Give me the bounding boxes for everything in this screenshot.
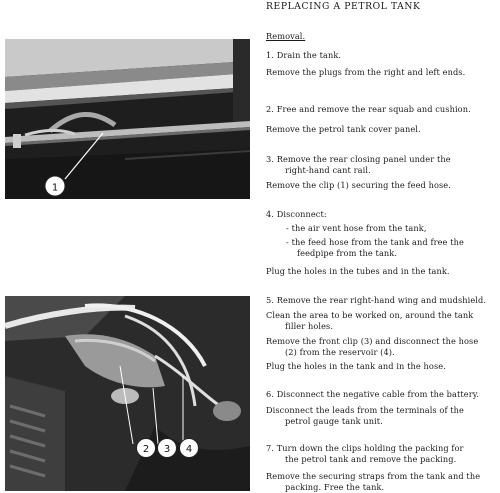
step-2: 2. Free and remove the rear squab and cushion. xyxy=(266,104,471,114)
step-3-cont: right-hand cant rail. xyxy=(285,165,371,175)
step-5: 5. Remove the rear right-hand wing and mudshield. xyxy=(266,295,487,305)
step-4-note: Plug the holes in the tubes and in the tank. xyxy=(266,266,450,276)
step-7-note-1-cont: packing. Free the tank. xyxy=(285,482,385,492)
photo-1-illustration xyxy=(5,39,250,199)
photo-feed-hose-clip xyxy=(5,39,250,199)
step-6-note-1: Disconnect the leads from the terminals of the xyxy=(266,405,465,415)
callout-4: 4 xyxy=(185,444,193,455)
step-3-note: Remove the clip (1) securing the feed hose. xyxy=(266,180,451,190)
callout-2: 2 xyxy=(142,444,150,455)
photo-2-illustration xyxy=(5,296,250,491)
callout-1: 1 xyxy=(51,182,59,194)
step-5-note-3: Plug the holes in the tank and in the hose. xyxy=(266,361,446,371)
step-1-note: Remove the plugs from the right and left ends. xyxy=(266,67,466,77)
step-1: 1. Drain the tank. xyxy=(266,50,342,60)
step-4-bullet-1: - the air vent hose from the tank, xyxy=(286,223,427,233)
step-4-bullet-2-cont: feedpipe from the tank. xyxy=(297,248,398,258)
photo-tank-filler-hose xyxy=(5,296,250,491)
step-4-bullet-2: - the feed hose from the tank and free the xyxy=(286,237,464,247)
step-6: 6. Disconnect the negative cable from the battery. xyxy=(266,389,480,399)
section-heading-removal: Removal. xyxy=(266,31,306,41)
step-7-note-1: Remove the securing straps from the tank and the xyxy=(266,471,481,481)
step-2-note: Remove the petrol tank cover panel. xyxy=(266,124,421,134)
step-4: 4. Disconnect: xyxy=(266,209,327,219)
step-5-note-1: Clean the area to be worked on, around the tank xyxy=(266,310,474,320)
step-5-note-2-cont: (2) from the reservoir (4). xyxy=(285,347,395,357)
step-6-note-1-cont: petrol gauge tank unit. xyxy=(285,416,383,426)
step-5-note-2: Remove the front clip (3) and disconnect the hose xyxy=(266,336,479,346)
step-7: 7. Turn down the clips holding the packing for xyxy=(266,443,464,453)
callout-3: 3 xyxy=(163,444,171,455)
step-7-cont: the petrol tank and remove the packing. xyxy=(285,454,457,464)
page-title: REPLACING A PETROL TANK xyxy=(266,1,421,12)
step-5-note-1-cont: filler holes. xyxy=(285,321,334,331)
step-3: 3. Remove the rear closing panel under the xyxy=(266,154,451,164)
